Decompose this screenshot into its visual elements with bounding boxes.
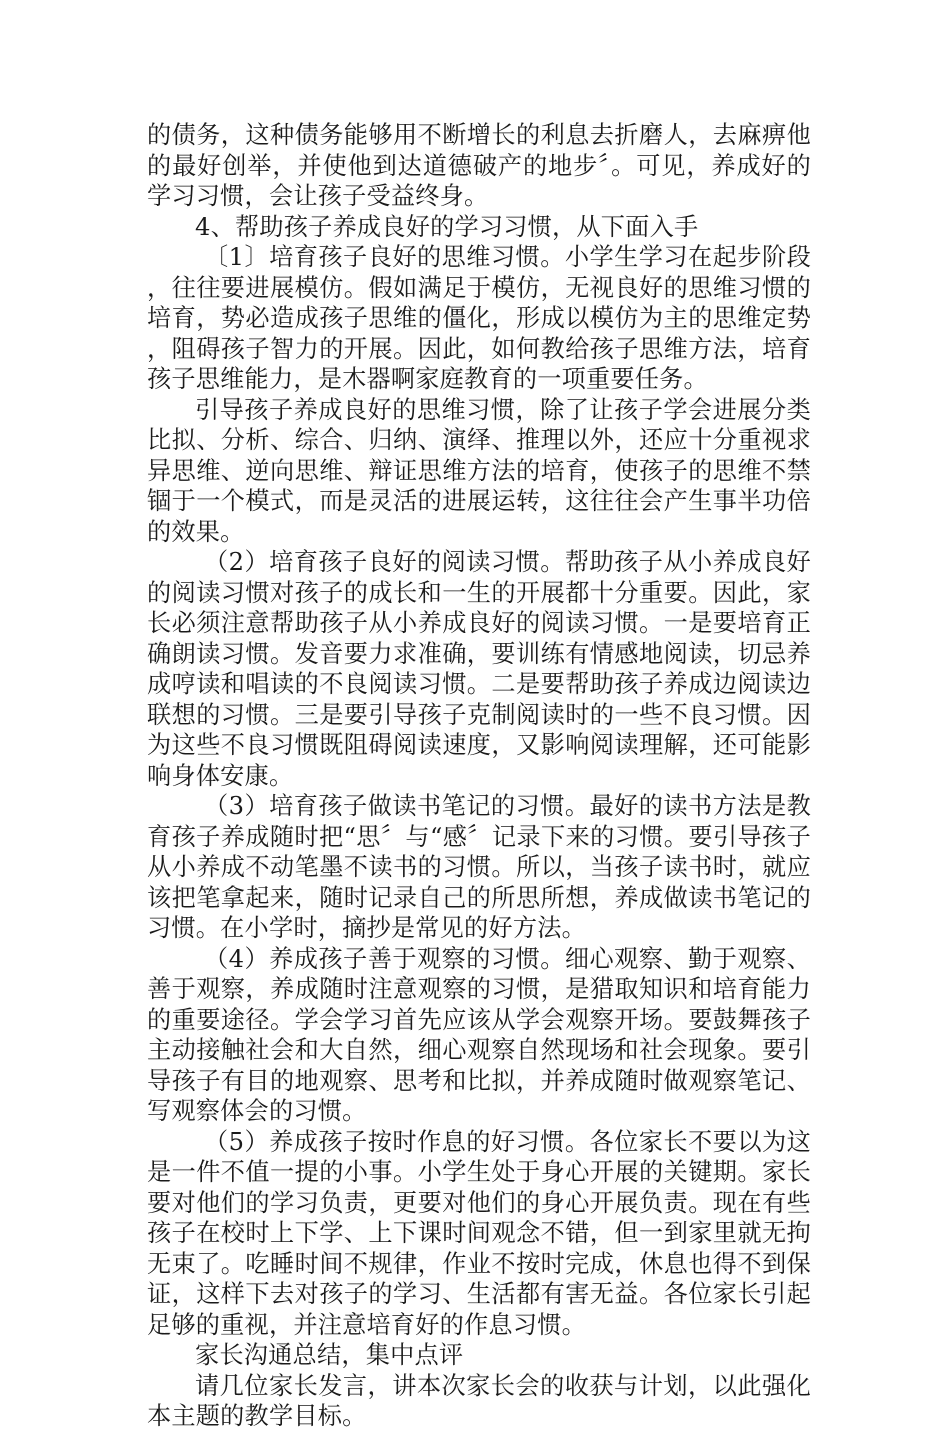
paragraph-continuation: 的债务，这种债务能够用不断增长的利息去折磨人，去麻痹他的最好创举，并使他到达道德破产的地步〞。可见，养成好的学习习惯，会让孩子受益终身。 [147,121,811,210]
section-heading-4: 4、帮助孩子养成良好的学习习惯，从下面入手 [195,212,699,241]
paragraph-closing: 请几位家长发言，讲本次家长会的收获与计划，以此强化本主题的教学目标。 [147,1371,811,1430]
paragraph-guide-thinking: 引导孩子养成良好的思维习惯，除了让孩子学会进展分类比拟、分析、综合、归纳、演绎、推理以外，还应十分重视求异思维、逆向思维、辩证思维方法的培育，使孩子的思维不禁锢于一个模式，而是灵活的进展运转，这往往会产生事半功倍的效果。 [147,395,811,546]
document-page [147,120,811,1432]
paragraph-notes-habit: （3）培育孩子做读书笔记的习惯。最好的读书方法是教育孩子养成随时把“思〞与“感〞记录下来的习惯。要引导孩子从小养成不动笔墨不读书的习惯。所以，当孩子读书时，就应该把笔拿起来，随时记录自己的所思所想，养成做读书笔记的习惯。在小学时，摘抄是常见的好方法。 [147,792,811,942]
paragraph-schedule-habit: （5）养成孩子按时作息的好习惯。各位家长不要以为这是一件不值一提的小事。小学生处于身心开展的关键期。家长要对他们的学习负责，更要对他们的身心开展负责。现在有些孩子在校时上下学、上下课时间观念不错，但一到家里就无拘无束了。吃睡时间不规律，作业不按时完成，休息也得不到保证，这样下去对孩子的学习、生活都有害无益。各位家长引起足够的重视，并注意培育好的作息习惯。 [147,1127,811,1339]
paragraph-observation-habit: （4）养成孩子善于观察的习惯。细心观察、勤于观察、善于观察，养成随时注意观察的习惯，是猎取知识和培育能力的重要途径。学会学习首先应该从学会观察开场。要鼓舞孩子主动接触社会和大自然，细心观察自然现场和社会现象。要引导孩子有目的地观察、思考和比拟，并养成随时做观察笔记、写观察体会的习惯。 [147,944,811,1125]
paragraph-reading-habit: （2）培育孩子良好的阅读习惯。帮助孩子从小养成良好的阅读习惯对孩子的成长和一生的开展都十分重要。因此，家长必须注意帮助孩子从小养成良好的阅读习惯。一是要培育正确朗读习惯。发音要力求准确，要训练有情感地阅读，切忌养成哼读和唱读的不良阅读习惯。二是要帮助孩子养成边阅读边联想的习惯。三是要引导孩子克制阅读时的一些不良习惯。因为这些不良习惯既阻碍阅读速度，又影响阅读理解，还可能影响身体安康。 [147,548,811,790]
paragraph-thinking-habit: 〔1〕培育孩子良好的思维习惯。小学生学习在起步阶段，往往要进展模仿。假如满足于模仿，无视良好的思维习惯的培育，势必造成孩子思维的僵化，形成以模仿为主的思维定势，阻碍孩子智力的开展。因此，如何教给孩子思维方法，培育孩子思维能力，是木器啊家庭教育的一项重要任务。 [147,243,811,393]
paragraph-summary-heading: 家长沟通总结，集中点评 [195,1341,464,1369]
